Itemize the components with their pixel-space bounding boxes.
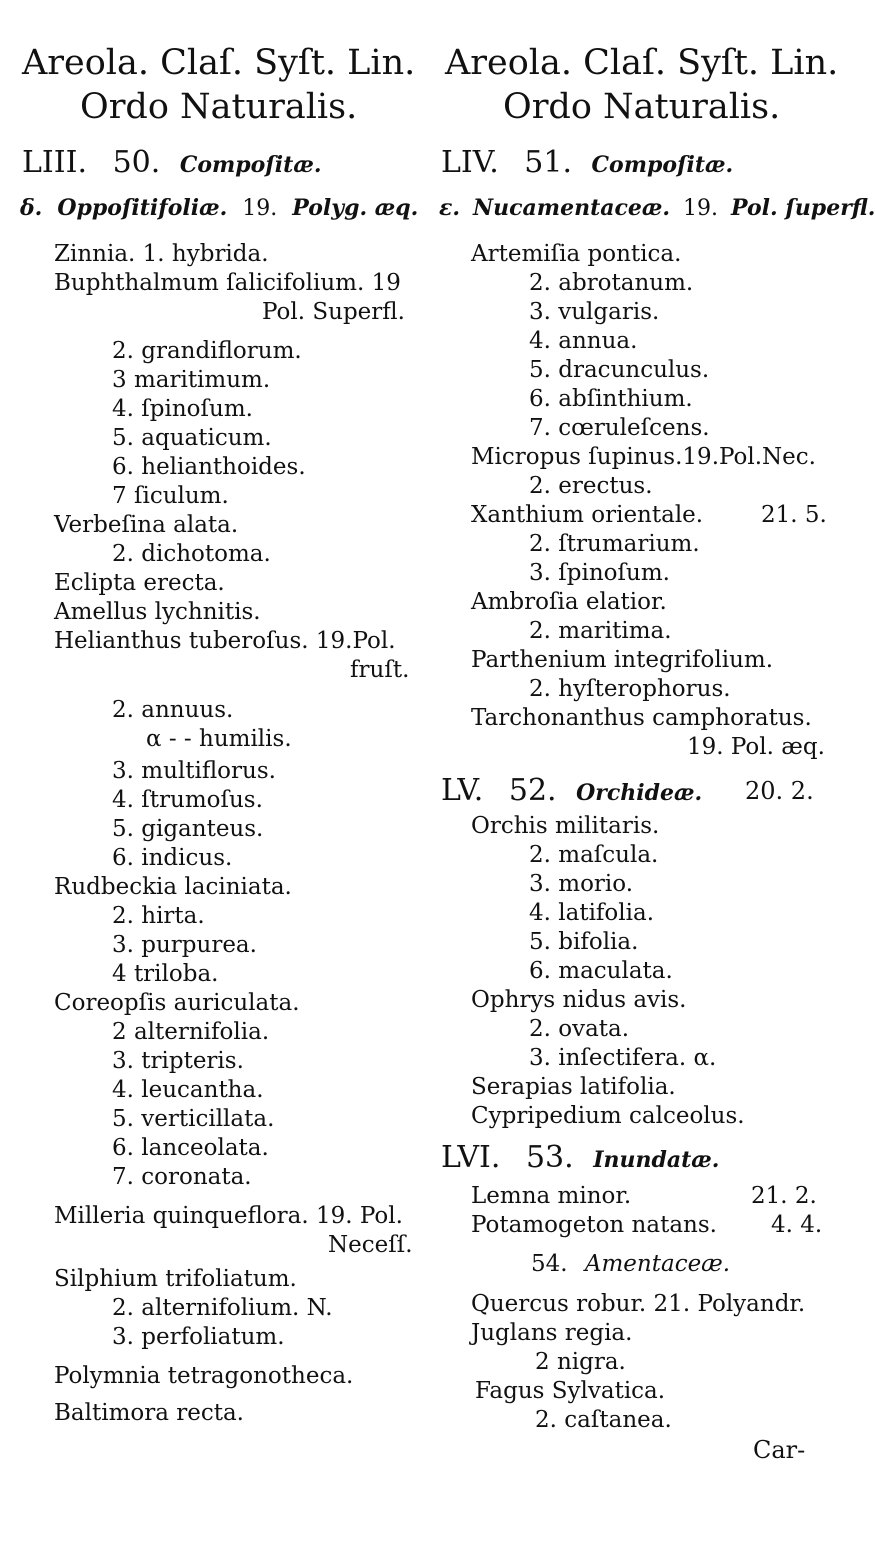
list-item: Silphium trifoliatum. — [54, 1266, 297, 1292]
list-item: 6. helianthoides. — [112, 454, 306, 480]
list-item: Serapias latifolia. — [471, 1074, 676, 1100]
list-item: 3. multiflorus. — [112, 758, 276, 784]
subsection-name: Nucamentaceæ. — [473, 195, 671, 221]
list-item: 4. leucantha. — [112, 1077, 264, 1103]
list-item: 7. cœruleſcens. — [529, 415, 710, 441]
section-roman: LV. — [441, 773, 484, 808]
entry-text: Xanthium orientale. — [471, 502, 704, 528]
list-item: Tarchonanthus camphoratus. — [471, 705, 812, 731]
list-item-continuation: fruſt. — [350, 657, 410, 683]
list-item: 3. vulgaris. — [529, 299, 660, 325]
subsection-heading-nucamentaceae — [439, 194, 875, 223]
list-item: Coreopſis auriculata. — [54, 990, 300, 1016]
subsection-number: 19. — [683, 196, 719, 221]
subsection-mark: ε. — [439, 195, 461, 221]
section-name: Compoſitæ. — [591, 152, 734, 178]
list-item: Ambroſia elatior. — [471, 589, 667, 615]
list-item: 2 alternifolia. — [112, 1019, 270, 1045]
list-item: 6. indicus. — [112, 845, 233, 871]
list-item: 7. coronata. — [112, 1164, 252, 1190]
subsection-note: Polyg. æq. — [292, 195, 419, 221]
section-roman: LIV. — [441, 145, 499, 180]
subsection-note: Pol. ſuperfl. — [731, 195, 875, 221]
catchword: Car- — [753, 1436, 806, 1464]
list-item: 2. ſtrumarium. — [529, 531, 700, 557]
list-item: 3 maritimum. — [112, 367, 271, 393]
list-item: Zinnia. 1. hybrida. — [54, 241, 269, 267]
list-item: Buphthalmum ſalicifolium. 19 — [54, 270, 401, 296]
list-item: 5. bifolia. — [529, 929, 639, 955]
list-item: Verbeſina alata. — [54, 512, 239, 538]
list-item: Orchis militaris. — [471, 813, 660, 839]
section-number: 50. — [112, 145, 161, 180]
list-item: Polymnia tetragonotheca. — [54, 1363, 354, 1389]
list-item: 4. annua. — [529, 328, 638, 354]
list-item: 3. morio. — [529, 871, 634, 897]
list-item: Helianthus tuberoſus. 19.Pol. — [54, 628, 396, 654]
left-header-title: Areola. Claſ. Syſt. Lin. — [22, 43, 416, 83]
section-number: 52. — [508, 773, 557, 808]
section-roman: LVI. — [441, 1140, 501, 1175]
section-number: 51. — [524, 145, 572, 180]
entry-text: Lemna minor. — [471, 1183, 632, 1209]
right-column — [425, 0, 875, 1560]
list-item: 3. inſectifera. α. — [529, 1045, 717, 1071]
subsection-name: Oppoſitifoliæ. — [57, 195, 228, 221]
list-item: 5. giganteus. — [112, 816, 264, 842]
section-roman: LIII. — [22, 145, 88, 180]
list-item: 6. lanceolata. — [112, 1135, 269, 1161]
list-item: Juglans regia. — [471, 1320, 633, 1346]
list-item: 3. perfoliatum. — [112, 1324, 285, 1350]
list-item: 2. annuus. — [112, 697, 234, 723]
list-item: 3. ſpinoſum. — [529, 560, 670, 586]
section-heading-lvi — [441, 1141, 719, 1177]
section-number: 53. — [525, 1140, 574, 1175]
list-item: 7 ſiculum. — [112, 483, 229, 509]
list-item: Quercus robur. 21. Polyandr. — [471, 1291, 806, 1317]
list-item: 5. aquaticum. — [112, 425, 272, 451]
list-item: Artemiſia pontica. — [471, 241, 682, 267]
list-item: 2. dichotoma. — [112, 541, 271, 567]
right-header-subtitle: Ordo Naturalis. — [503, 87, 781, 127]
list-item: 2. erectus. — [529, 473, 653, 499]
list-item: 2. maſcula. — [529, 842, 659, 868]
list-item-continuation: Pol. Superfl. — [262, 299, 405, 325]
list-item: 2. caſtanea. — [535, 1407, 672, 1433]
list-item: 4. latifolia. — [529, 900, 655, 926]
list-item: 2. abrotanum. — [529, 270, 694, 296]
section-heading-liii — [22, 146, 322, 182]
list-item: 5. verticillata. — [112, 1106, 275, 1132]
section-name: Compoſitæ. — [179, 152, 322, 178]
list-item: Micropus ſupinus.19.Pol.Nec. — [471, 444, 816, 470]
section-name: Inundatæ. — [593, 1147, 720, 1173]
list-item: 2. hirta. — [112, 903, 205, 929]
list-item: 3. purpurea. — [112, 932, 257, 958]
entry-class: 21. 5. — [761, 502, 827, 528]
list-item: Eclipta erecta. — [54, 570, 225, 596]
entry-text: Potamogeton natans. — [471, 1212, 717, 1238]
subsection-heading-oppositifoliae — [20, 194, 418, 223]
section-heading-amentaceae — [531, 1250, 730, 1278]
entry-class: 21. 2. — [751, 1183, 817, 1209]
list-item-continuation: Neceſſ. — [328, 1232, 413, 1258]
section-class: 20. 2. — [745, 777, 814, 805]
list-item: Cypripedium calceolus. — [471, 1103, 745, 1129]
section-name: Orchideæ. — [576, 780, 703, 806]
list-item: 2. hyſterophorus. — [529, 676, 731, 702]
subsection-number: 19. — [242, 196, 278, 221]
list-item — [471, 1211, 823, 1239]
list-item — [471, 501, 827, 529]
list-item: 2. alternifolium. N. — [112, 1295, 333, 1321]
subsection-mark: δ. — [20, 195, 43, 221]
list-item: Baltimora recta. — [54, 1400, 244, 1426]
list-item: 5. dracunculus. — [529, 357, 710, 383]
list-item: Ophrys nidus avis. — [471, 987, 687, 1013]
section-number: 54. — [531, 1251, 568, 1277]
section-name: Amentaceæ. — [584, 1251, 731, 1277]
list-item: Fagus Sylvatica. — [475, 1378, 666, 1404]
list-item: Amellus lychnitis. — [54, 599, 261, 625]
list-item: Milleria quinqueflora. 19. Pol. — [54, 1203, 403, 1229]
section-heading-lv — [441, 773, 814, 810]
left-header-subtitle: Ordo Naturalis. — [80, 87, 358, 127]
list-item: 6. maculata. — [529, 958, 673, 984]
left-column — [0, 0, 425, 1560]
list-item: 4. ſpinoſum. — [112, 396, 253, 422]
list-item: 2. grandiflorum. — [112, 338, 302, 364]
list-item-variety: α - - humilis. — [146, 726, 292, 752]
list-item: 4 triloba. — [112, 961, 219, 987]
list-item: 2. ovata. — [529, 1016, 630, 1042]
right-header-title: Areola. Claſ. Syſt. Lin. — [445, 43, 839, 83]
list-item: Rudbeckia laciniata. — [54, 874, 292, 900]
list-item-continuation: 19. Pol. æq. — [687, 734, 825, 760]
list-item: 6. abſinthium. — [529, 386, 693, 412]
list-item: 2. maritima. — [529, 618, 672, 644]
list-item: 2 nigra. — [535, 1349, 626, 1375]
list-item: 3. tripteris. — [112, 1048, 244, 1074]
list-item — [471, 1182, 817, 1210]
list-item: Parthenium integrifolium. — [471, 647, 774, 673]
list-item: 4. ſtrumoſus. — [112, 787, 263, 813]
section-heading-liv — [441, 146, 733, 182]
entry-class: 4. 4. — [771, 1212, 823, 1238]
